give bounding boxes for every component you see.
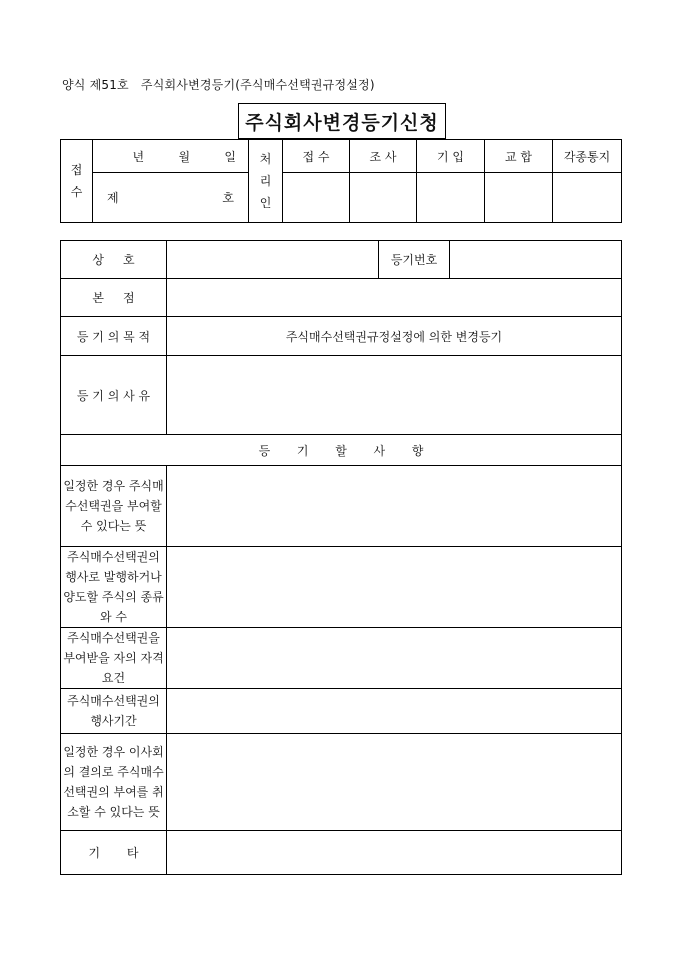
item4-field[interactable] — [167, 689, 622, 734]
item2-label: 주식매수선택권의 행사로 발행하거나 양도할 주식의 종류와 수 — [61, 547, 167, 628]
form-header-line — [62, 76, 375, 93]
cause-label: 등 기 의 사 유 — [61, 356, 167, 435]
receipt-side-label: 접 수 — [61, 140, 93, 223]
head-office-field[interactable] — [167, 279, 622, 317]
matters-header: 등 기 할 사 향 — [61, 435, 622, 466]
item4-label: 주식매수선택권의 행사기간 — [61, 689, 167, 734]
receipt-number-field[interactable]: 제 호 — [93, 173, 249, 223]
col-verification: 교 합 — [485, 140, 553, 173]
item1-label: 일정한 경우 주식매수선택권을 부여할 수 있다는 뜻 — [61, 466, 167, 547]
item3-field[interactable] — [167, 628, 622, 689]
processor-label: 처 리 인 — [249, 140, 283, 223]
other-field[interactable] — [167, 831, 622, 875]
col-receipt: 접 수 — [283, 140, 350, 173]
col-entry: 기 입 — [417, 140, 485, 173]
stamp-receipt[interactable] — [283, 173, 350, 223]
registration-no-label: 등기번호 — [379, 241, 450, 279]
stamp-notices[interactable] — [553, 173, 622, 223]
trade-name-field[interactable] — [167, 241, 379, 279]
item1-field[interactable] — [167, 466, 622, 547]
stamp-verification[interactable] — [485, 173, 553, 223]
form-description: 주식회사변경등기(주식매수선택권규정설정) — [140, 78, 375, 92]
col-notices: 각종통지 — [553, 140, 622, 173]
document-title: 주식회사변경등기신청 — [238, 103, 446, 139]
registration-no-field[interactable] — [450, 241, 622, 279]
item3-label: 주식매수선택권을 부여받을 자의 자격요건 — [61, 628, 167, 689]
item5-field[interactable] — [167, 734, 622, 831]
item5-label: 일정한 경우 이사회의 결의로 주식매수선택권의 부여를 취소할 수 있다는 뜻 — [61, 734, 167, 831]
col-investigation: 조 사 — [350, 140, 417, 173]
purpose-label: 등 기 의 목 적 — [61, 317, 167, 356]
receipt-date-field[interactable]: 년 월 일 — [93, 140, 249, 173]
head-office-label: 본 점 — [61, 279, 167, 317]
other-label: 기 타 — [61, 831, 167, 875]
stamp-investigation[interactable] — [350, 173, 417, 223]
trade-name-label: 상 호 — [61, 241, 167, 279]
item2-field[interactable] — [167, 547, 622, 628]
stamp-entry[interactable] — [417, 173, 485, 223]
receipt-table — [60, 139, 622, 223]
cause-field[interactable] — [167, 356, 622, 435]
form-number: 양식 제51호 — [62, 78, 129, 92]
purpose-value: 주식매수선택권규정설정에 의한 변경등기 — [167, 317, 622, 356]
application-table — [60, 240, 622, 875]
